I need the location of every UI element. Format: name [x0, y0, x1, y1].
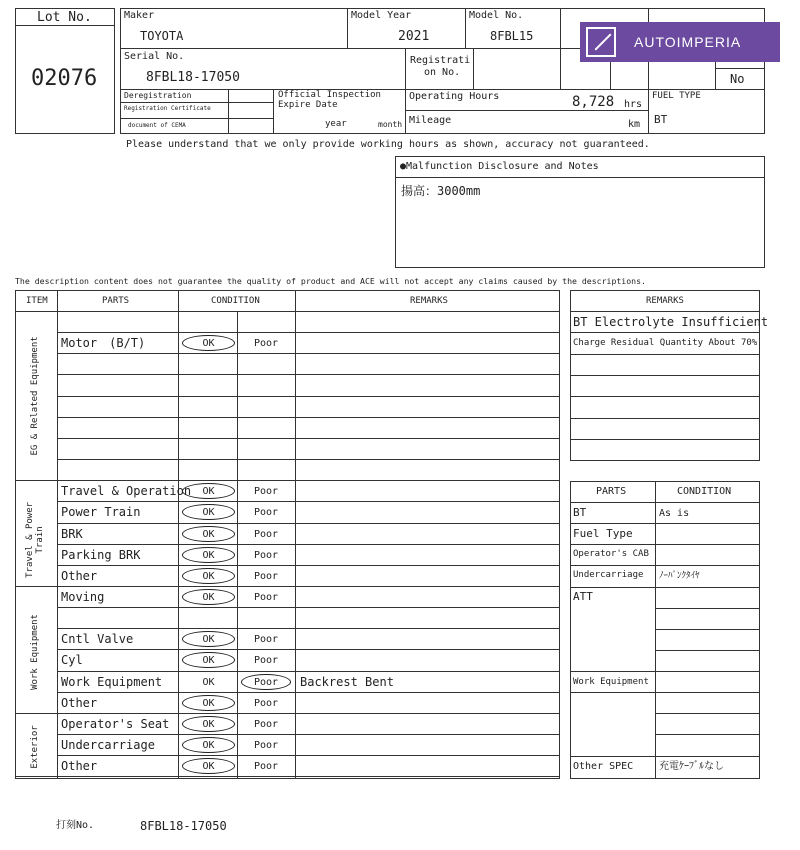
- lot-label: Lot No.: [37, 10, 92, 25]
- ok-circled: OK: [182, 335, 235, 351]
- part-name: Undercarriage: [61, 738, 155, 752]
- side-undercarriage-value: ﾉｰﾊﾞﾝｸﾀｲﾔ: [659, 571, 700, 581]
- poor-option: Poor: [253, 697, 279, 709]
- inspection-label-2: Expire Date: [278, 100, 338, 110]
- operating-hours-label: Operating Hours: [409, 91, 500, 102]
- section-label-travel-1: Travel & Power: [25, 501, 36, 578]
- side-parts-header: PARTS: [596, 486, 627, 497]
- reg-cert-label: Registration Certificate: [124, 105, 211, 112]
- poor-option: Poor: [253, 654, 279, 666]
- model-no-value: 8FBL15: [490, 29, 534, 43]
- poor-option: Poor: [253, 591, 279, 603]
- model-year-value: 2021: [398, 29, 430, 44]
- side-other-spec-value: 充電ｹｰﾌﾞﾙなし: [659, 761, 724, 772]
- section-label-exterior: Exterior: [30, 725, 41, 769]
- fuel-type-value: BT: [654, 113, 668, 126]
- side-bt-value: As is: [659, 508, 690, 519]
- fuel-type-label: FUEL TYPE: [652, 91, 701, 101]
- inspection-label: Official Inspection: [278, 90, 381, 100]
- malfunction-box: [395, 156, 765, 268]
- hours-notice: Please understand that we only provide working hours as shown, accuracy not guaranteed.: [126, 139, 650, 150]
- ok-circled: OK: [182, 631, 235, 647]
- km-unit: km: [628, 119, 641, 130]
- part-name: Parking BRK: [61, 548, 141, 562]
- ok-circled: OK: [182, 568, 235, 584]
- poor-option: Poor: [253, 485, 279, 497]
- maker-value: TOYOTA: [140, 29, 184, 43]
- part-name: Power Train: [61, 505, 141, 519]
- part-name: Other: [61, 569, 98, 583]
- mileage-label: Mileage: [409, 115, 452, 126]
- stamp-no-label: 打刻No.: [56, 820, 95, 831]
- part-name: Cyl: [61, 653, 83, 667]
- side-bt-label: BT: [573, 506, 587, 519]
- poor-option: Poor: [253, 528, 279, 540]
- side-work-label: Work Equipment: [573, 677, 649, 687]
- serial-value: 8FBL18-17050: [146, 70, 240, 85]
- poor-option: Poor: [253, 760, 279, 772]
- section-label-travel-2: Train: [35, 526, 45, 554]
- ok-circled: OK: [182, 504, 235, 520]
- side-cab-label: Operator's CAB: [573, 549, 649, 559]
- poor-circled: Poor: [241, 674, 291, 690]
- side-other-spec-label: Other SPEC: [573, 761, 634, 772]
- side-att-label: ATT: [573, 590, 593, 603]
- part-name: Work Equipment: [61, 675, 163, 689]
- hrs-unit: hrs: [624, 99, 643, 110]
- cema-label: document of CEMA: [128, 122, 186, 129]
- ok-option: OK: [202, 676, 215, 688]
- header-parts: PARTS: [102, 296, 130, 306]
- operating-hours-value: 8,728: [572, 94, 615, 110]
- description-notice: The description content does not guarantee the quality of product and ACE will not accept any claims caused by the descriptions.: [15, 276, 646, 286]
- header-item: ITEM: [26, 296, 48, 306]
- side-fuel-label: Fuel Type: [573, 527, 633, 540]
- part-name: Motor (B/T): [61, 336, 146, 350]
- stamp-no-value: 8FBL18-17050: [140, 819, 227, 833]
- autoimperia-logo: [580, 22, 780, 62]
- registration-label-2: on No.: [424, 67, 461, 78]
- side-condition-header: CONDITION: [677, 486, 732, 497]
- poor-option: Poor: [253, 633, 279, 645]
- ok-circled: OK: [182, 737, 235, 753]
- part-name: Other: [61, 759, 98, 773]
- logo-text: AUTOIMPERIA: [634, 34, 742, 50]
- month-label: month: [378, 120, 403, 129]
- side-remark-row: Charge Residual Quantity About 70%: [573, 338, 758, 348]
- row-remark: Backrest Bent: [300, 675, 394, 689]
- model-year-label: Model Year: [351, 10, 412, 21]
- section-label-travel: [26, 490, 46, 590]
- deregistration-label: Deregistration: [124, 91, 192, 100]
- ok-circled: OK: [182, 547, 235, 563]
- poor-option: Poor: [253, 739, 279, 751]
- ok-circled: OK: [182, 526, 235, 542]
- part-name: Other: [61, 696, 98, 710]
- poor-option: Poor: [253, 718, 279, 730]
- lot-number: 02076: [31, 66, 98, 91]
- poor-option: Poor: [253, 337, 279, 349]
- ok-circled: OK: [182, 716, 235, 732]
- ok-circled: OK: [182, 589, 235, 605]
- malfunction-title: ●Malfunction Disclosure and Notes: [400, 161, 599, 172]
- model-no-label: Model No.: [469, 10, 524, 21]
- ok-circled: OK: [182, 652, 235, 668]
- malfunction-note: 揚高：3000mm: [401, 184, 481, 198]
- poor-option: Poor: [253, 506, 279, 518]
- ok-circled: OK: [182, 695, 235, 711]
- logo-mark-icon: [586, 27, 616, 57]
- part-name: Cntl Valve: [61, 632, 134, 646]
- part-name: BRK: [61, 527, 83, 541]
- section-label-eg: EG & Related Equipment: [30, 336, 41, 456]
- poor-option: Poor: [253, 570, 279, 582]
- registration-label: Registrati: [410, 55, 471, 66]
- ok-circled: OK: [182, 483, 235, 499]
- maker-label: Maker: [124, 10, 155, 21]
- serial-label: Serial No.: [124, 51, 185, 62]
- header-condition: CONDITION: [211, 296, 260, 306]
- part-name: Travel & Operation: [61, 484, 192, 498]
- side-remark-row: BT Electrolyte Insufficient: [573, 315, 769, 329]
- section-label-work: Work Equipment: [30, 614, 41, 690]
- part-name: Moving: [61, 590, 105, 604]
- side-undercarriage-label: Undercarriage: [573, 570, 644, 580]
- ok-circled: OK: [182, 758, 235, 774]
- side-remarks-header: REMARKS: [646, 296, 684, 306]
- ac-value: No: [730, 72, 745, 86]
- poor-option: Poor: [253, 549, 279, 561]
- year-label: year: [325, 119, 347, 129]
- part-name: Operator's Seat: [61, 717, 170, 731]
- header-remarks: REMARKS: [410, 296, 448, 306]
